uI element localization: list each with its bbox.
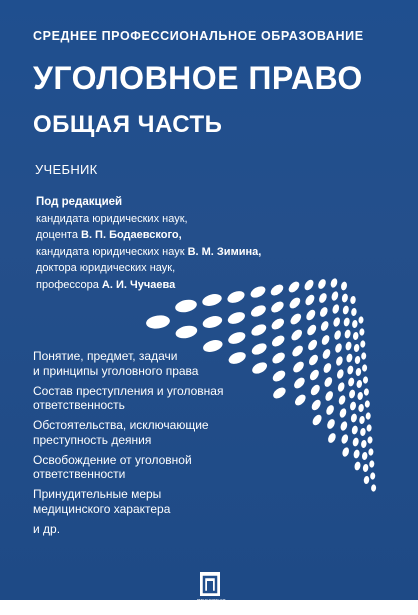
- decorative-dot: [364, 388, 369, 396]
- editor-line: кандидата юридических наук,: [36, 212, 188, 225]
- decorative-dot: [317, 278, 328, 290]
- decorative-dot: [359, 328, 364, 336]
- decorative-dot: [293, 393, 308, 408]
- decorative-dot: [331, 303, 340, 314]
- decorative-dot: [319, 320, 330, 332]
- decorative-dot: [250, 360, 269, 376]
- decorative-dot: [353, 449, 361, 459]
- decorative-dot: [336, 368, 345, 379]
- decorative-dot: [340, 281, 348, 291]
- editor-line: профессора А. И. Чучаева: [36, 278, 176, 291]
- topic-item: Состав преступления и уголовная ответственность: [33, 383, 224, 412]
- decorative-dot: [318, 306, 329, 318]
- decorative-dot: [269, 299, 285, 314]
- editors-heading: Под редакцией: [36, 196, 123, 208]
- decorative-dot: [352, 320, 358, 329]
- decorative-dot: [345, 341, 353, 351]
- decorative-dot: [305, 323, 318, 337]
- decorative-dot: [318, 292, 329, 304]
- decorative-dot: [321, 348, 332, 360]
- editor-line: кандидата юридических наук В. М. Зимина,: [36, 245, 262, 258]
- decorative-dot: [343, 317, 351, 327]
- decorative-dot: [309, 383, 322, 397]
- decorative-dot: [354, 461, 362, 471]
- decorative-dot: [349, 401, 357, 411]
- decorative-dot: [341, 293, 349, 303]
- decorative-dot: [358, 404, 364, 413]
- decorative-dot: [174, 324, 198, 340]
- decorative-dot: [323, 376, 334, 388]
- decorative-dot: [201, 292, 223, 308]
- decorative-dot: [287, 280, 302, 295]
- decorative-dot: [347, 377, 355, 387]
- decorative-dot: [362, 464, 368, 473]
- decorative-dot: [363, 476, 369, 485]
- decorative-dot: [356, 380, 362, 389]
- book-title: УГОЛОВНОЕ ПРАВО: [33, 60, 363, 96]
- decorative-dot: [366, 424, 371, 432]
- decorative-dot: [226, 310, 247, 326]
- decorative-dot: [304, 293, 317, 307]
- decorative-dot: [270, 316, 286, 331]
- decorative-dot: [304, 308, 317, 322]
- decorative-dot: [307, 353, 320, 367]
- decorative-dot: [337, 381, 346, 392]
- decorative-dot: [333, 329, 342, 340]
- decorative-dot: [303, 278, 316, 292]
- decorative-dot: [350, 413, 358, 423]
- decorative-dot: [339, 407, 348, 418]
- topic-item: Принудительные меры медицинского характера: [33, 487, 171, 516]
- decorative-dot: [249, 322, 268, 338]
- decorative-dot: [346, 353, 354, 363]
- decorative-dot: [359, 416, 365, 425]
- decorative-dot: [174, 298, 198, 314]
- topic-item: Обстоятельства, исключающие преступность деяния: [33, 418, 209, 447]
- decorative-dot: [290, 344, 305, 359]
- decorative-dot: [291, 360, 306, 375]
- decorative-dot: [367, 436, 372, 444]
- decorative-dot: [352, 437, 360, 447]
- decorative-dot: [351, 425, 359, 435]
- decorative-dot: [351, 308, 357, 317]
- decorative-dot: [311, 413, 324, 427]
- decorative-dot: [270, 333, 286, 348]
- decorative-dot: [344, 329, 352, 339]
- decorative-dot: [306, 338, 319, 352]
- decorative-dot: [250, 341, 269, 357]
- editor-name: А. И. Чучаева: [101, 278, 176, 291]
- book-subtitle: ОБЩАЯ ЧАСТЬ: [33, 111, 223, 138]
- decorative-dot: [357, 392, 363, 401]
- decorative-dot: [226, 289, 247, 305]
- editor-line: доцента В. П. Бодаевского,: [36, 229, 182, 241]
- decorative-dot: [320, 334, 331, 346]
- publisher-logo-icon: [200, 572, 220, 596]
- decorative-dot: [334, 342, 343, 353]
- decorative-dot: [370, 472, 375, 480]
- topic-item: Освобождение от уголовной ответственности: [33, 452, 192, 481]
- decorative-dot: [288, 296, 303, 311]
- decorative-dot: [355, 368, 361, 377]
- topic-item: и др.: [33, 521, 61, 536]
- decorative-dot: [347, 365, 355, 375]
- decorative-dot: [338, 394, 347, 405]
- editor-name: В. М. Зимина,: [187, 245, 262, 258]
- editor-name: В. П. Бодаевского,: [81, 229, 182, 241]
- decorative-dot: [342, 305, 350, 315]
- decorative-dot: [361, 352, 366, 360]
- decorative-dot: [289, 328, 304, 343]
- decorative-dot: [145, 314, 171, 330]
- decorative-dot: [288, 312, 303, 327]
- decorative-dot: [322, 362, 333, 374]
- decorative-dot: [271, 368, 287, 383]
- decorative-dot: [270, 350, 286, 365]
- decorative-dot: [330, 290, 339, 301]
- decorative-dot: [227, 330, 248, 346]
- decorative-dot: [249, 303, 268, 319]
- decorative-dot: [201, 314, 223, 330]
- decorative-dot: [292, 376, 307, 391]
- decorative-dot: [269, 282, 285, 297]
- decorative-dot: [340, 433, 349, 444]
- decorative-dot: [348, 389, 356, 399]
- decorative-dot: [330, 277, 339, 288]
- decorative-dot: [352, 332, 358, 341]
- decorative-dot: [332, 316, 341, 327]
- decorative-dot: [365, 412, 370, 420]
- document-type: УЧЕБНИК: [35, 162, 98, 177]
- decorative-dot: [362, 364, 367, 372]
- bottom-margin: [0, 600, 418, 615]
- decorative-dot: [369, 460, 374, 468]
- decorative-dot: [249, 284, 268, 300]
- decorative-dot: [363, 376, 368, 384]
- decorative-dot: [361, 452, 367, 461]
- decorative-dot: [358, 316, 363, 324]
- decorative-dot: [350, 296, 356, 305]
- decorative-dot: [335, 355, 344, 366]
- decorative-dot: [360, 428, 366, 437]
- topics-list: [33, 349, 233, 542]
- decorative-dot: [310, 398, 323, 412]
- decorative-dot: [339, 420, 348, 431]
- topic-item: Понятие, предмет, задачи и принципы уголовного права: [33, 349, 199, 378]
- editor-line: доктора юридических наук,: [36, 262, 176, 274]
- decorative-dot: [371, 484, 376, 492]
- decorative-dot: [353, 344, 359, 353]
- decorative-dot: [271, 385, 287, 400]
- decorative-dot: [365, 400, 370, 408]
- decorative-dot: [326, 418, 337, 430]
- decorative-dot: [341, 446, 350, 457]
- decorative-dot: [327, 432, 338, 444]
- series-label: СРЕДНЕЕ ПРОФЕССИОНАЛЬНОЕ ОБРАЗОВАНИЕ: [33, 29, 364, 43]
- decorative-dot: [325, 404, 336, 416]
- decorative-dot: [354, 356, 360, 365]
- decorative-dot: [308, 368, 321, 382]
- decorative-dot: [324, 390, 335, 402]
- decorative-dot: [368, 448, 373, 456]
- decorative-dot: [360, 340, 365, 348]
- decorative-dot: [361, 440, 367, 449]
